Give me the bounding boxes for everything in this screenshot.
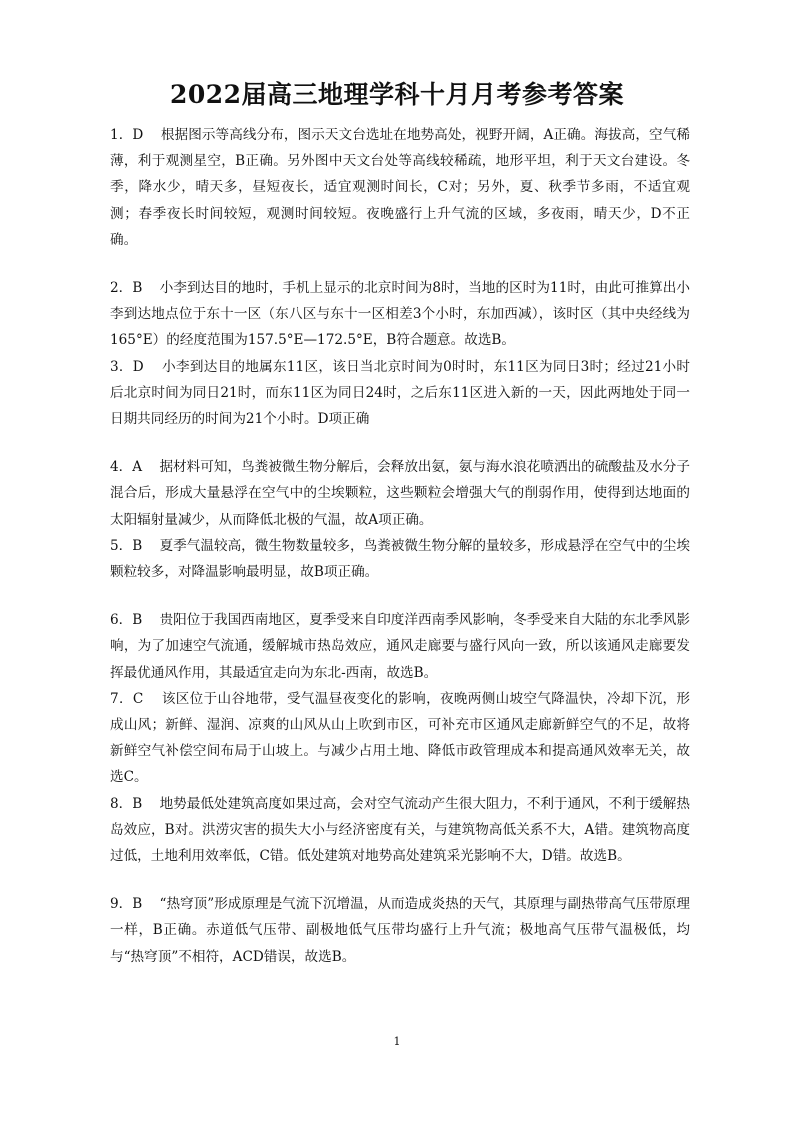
answer-number: 5．B bbox=[110, 537, 143, 554]
answer-number: 6．B bbox=[110, 612, 143, 629]
answer-item-3 bbox=[110, 354, 690, 433]
answer-number: 9．B bbox=[110, 896, 143, 913]
answer-number: 2．B bbox=[110, 280, 143, 297]
answer-text: 根据图示等高线分布，图示天文台选址在地势高处，视野开阔，A正确。海拔高，空气稀薄，利于观测星空，B正确。另外图中天文台处等高线较稀疏，地形平坦，利于天文台建设。冬季，降水少，晴天多，昼短夜长，适宜观测时间长，C对；另外，夏、秋季节多雨，不适宜观测；春季夜长时间较短，观测时间较短。夜晚盛行上升气流的区域，多夜雨，晴天少，D不正确。 bbox=[110, 127, 690, 248]
page-number: 1 bbox=[393, 1035, 401, 1048]
answer-item-8 bbox=[110, 791, 690, 870]
answer-text: 贵阳位于我国西南地区，夏季受来自印度洋西南季风影响，冬季受来自大陆的东北季风影响，为了加速空气流通，缓解城市热岛效应，通风走廊要与盛行风向一致，所以该通风走廊要发挥最优通风作用，其最适宜走向为东北-西南，故选B。 bbox=[110, 612, 691, 681]
section-gap bbox=[110, 432, 690, 454]
answer-text: 据材料可知，鸟粪被微生物分解后，会释放出氨，氨与海水浪花喷洒出的硫酸盐及水分子混合后，形成大量悬浮在空气中的尘埃颗粒，这些颗粒会增强大气的削弱作用，使得到达地面的太阳辐射量减少，从而降低北极的气温，故A项正确。 bbox=[110, 459, 691, 528]
section-gap bbox=[110, 253, 690, 275]
answer-text: 小李到达目的地属东11区，该日当北京时间为0时时，东11区为同日3时；经过21小时后北京时间为同日21时，而东11区为同日24时，之后东11区进入新的一天，因此两地处于同一日期共同经历的时间为21个小时。D项正确 bbox=[110, 358, 690, 428]
answer-text: “热穹顶”形成原理是气流下沉增温，从而造成炎热的天气，其原理与副热带高气压带原理一样，B正确。赤道低气压带、副极地低气压带均盛行上升气流；极地高气压带气温极低，均与“热穹顶”不相符，ACD错误，故选B。 bbox=[110, 896, 690, 965]
section-gap bbox=[110, 869, 690, 891]
answer-text: 该区位于山谷地带，受气温昼夜变化的影响，夜晚两侧山坡空气降温快，冷却下沉，形成山风；新鲜、湿润、凉爽的山风从山上吹到市区，可补充市区通风走廊新鲜空气的不足，故将新鲜空气补偿空间布局于山坡上。与减少占用土地、降低市政管理成本和提高通风效率无关，故选C。 bbox=[110, 690, 690, 786]
answer-text: 地势最低处建筑高度如果过高，会对空气流动产生很大阻力，不利于通风，不利于缓解热岛效应，B对。洪涝灾害的损失大小与经济密度有关，与建筑物高低关系不大，A错。建筑物高度过低，土地利用效率低，C错。低处建筑对地势高处建筑采光影响不大，D错。故选B。 bbox=[110, 795, 691, 865]
answer-item-5 bbox=[110, 533, 690, 585]
answer-item-6 bbox=[110, 607, 690, 686]
answer-text: 夏季气温较高，微生物数量较多，鸟粪被微生物分解的量较多，形成悬浮在空气中的尘埃颗粒较多，对降温影响最明显，故B项正确。 bbox=[110, 537, 691, 581]
page-title: 2022届高三地理学科十月月考参考答案 bbox=[169, 80, 625, 109]
answer-item-1 bbox=[110, 122, 690, 253]
answer-number: 3．D bbox=[110, 358, 144, 375]
answer-item-7 bbox=[110, 686, 690, 791]
answer-number: 7．C bbox=[110, 690, 144, 707]
answer-number: 8．B bbox=[110, 795, 143, 812]
section-gap bbox=[110, 585, 690, 607]
answer-item-9 bbox=[110, 891, 690, 970]
answer-number: 4．A bbox=[110, 459, 143, 476]
answer-item-4 bbox=[110, 454, 690, 533]
answer-text: 小李到达目的地时，手机上显示的北京时间为8时，当地的区时为11时，由此可推算出小李到达地点位于东十一区（东八区与东十一区相差3个小时，东加西减），该时区（其中央经线为165°E）的经度范围为157.5°E—172.5°E，B符合题意。故选B。 bbox=[110, 280, 690, 349]
answer-number: 1．D bbox=[110, 127, 144, 143]
answer-item-2 bbox=[110, 275, 690, 354]
answer-body bbox=[110, 122, 690, 970]
